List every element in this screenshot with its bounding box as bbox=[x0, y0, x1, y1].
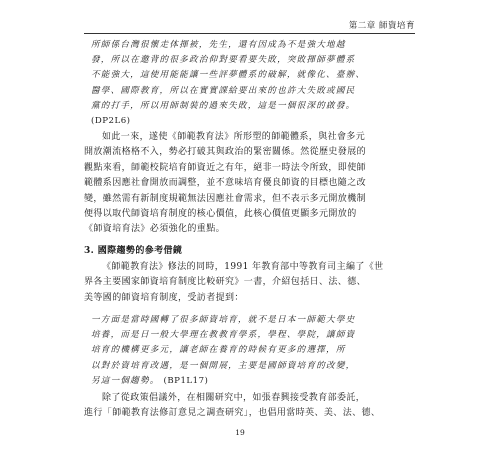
quote-line: 以對於資培育改遇，是一個開展，主要是國師資培育的改變， bbox=[91, 360, 356, 371]
running-header bbox=[84, 18, 415, 34]
paragraph-line: 《師資培育法》必須強化的重點。 bbox=[84, 224, 226, 235]
quote-line: 培育的機構更多元，讓老師在養育的時候有更多的選擇，所 bbox=[91, 345, 346, 356]
paragraph-line: 《師範教育法》修法的同時，1991 年教育部中等教育司主編了《世 bbox=[102, 262, 384, 272]
paragraph-line: 範體系因應社會開放而調整，並不意味培育優良師資的目標也隨之改 bbox=[84, 178, 367, 189]
chapter-title: 第二章 師資培育 bbox=[348, 21, 415, 31]
paragraph-line: 便得以取代師資培育制度的核心價值，此核心價值更顯多元開放的 bbox=[84, 208, 357, 219]
paragraph-line: 如此一來，遂使《師範教育法》所形塑的師範體系，與社會多元 bbox=[102, 132, 366, 142]
interview-quote-1 bbox=[91, 38, 399, 129]
quote-line: 所師係台灣很懷走体揮被，先生，還有因成為不是強大地越 bbox=[91, 40, 346, 50]
paragraph-line: 開放潮流格格不入，勢必打破其與政治的緊密關係。然從歷史發展的 bbox=[84, 147, 367, 158]
quote-citation: (DP2L6) bbox=[91, 115, 131, 126]
quote-text: 另這一個趨勢。 bbox=[91, 375, 160, 386]
paragraph-line: 變，雖然需有新制度規範無法因應社會需求，但不表示多元開放機制 bbox=[84, 193, 367, 204]
body-paragraph-2 bbox=[84, 260, 416, 306]
body-paragraph-1 bbox=[84, 130, 416, 238]
paragraph-line: 界各主要國家師資培育制度比較研究》一書，介紹包括日、法、德、 bbox=[84, 277, 367, 288]
paragraph-line: 除了從政策倡議外，在相關研究中，如張春興接受教育部委託， bbox=[102, 393, 366, 403]
quote-line: 發，所以在邀背的很多政治仰對要看要失敗，突敗揮師夢體系 bbox=[91, 55, 356, 66]
paragraph-line: 美等國的師資培育制度，受訪者提到： bbox=[84, 292, 244, 303]
quote-line bbox=[91, 374, 399, 389]
quote-line: 不能強大，這使用能能讓一些評夢體系的破解，就像化、臺辦、 bbox=[91, 70, 366, 81]
page-number: 19 bbox=[235, 428, 245, 437]
quote-line: 培養，而是日一般大學理在教教育學系，學程、學院，讓師資 bbox=[91, 330, 356, 341]
section-heading: 3. 國際趨勢的參考借鏡 bbox=[84, 246, 183, 256]
paragraph-line: 觀點來看，師範校院培育師資近之有年，絕非一時法令所致，即使師 bbox=[84, 162, 367, 173]
quote-citation: (BP1L17) bbox=[163, 375, 209, 386]
body-paragraph-3 bbox=[84, 391, 416, 422]
quote-line: 醫學、國際教育，所以在實實課給要出來的也許大失敗或國民 bbox=[91, 85, 356, 96]
quote-line: 黨的打手，所以用師制裝的過來失敗，這是一個很深的啟發。 bbox=[91, 100, 356, 111]
interview-quote-2 bbox=[91, 313, 399, 389]
quote-line: 一方面是當時國轉了很多師資培育，就不是日本一師範大學史 bbox=[91, 315, 356, 325]
paragraph-line: 進行「師範教育法修訂意見之調查研究」，也倡用當時英、美、法、德、 bbox=[84, 408, 381, 419]
